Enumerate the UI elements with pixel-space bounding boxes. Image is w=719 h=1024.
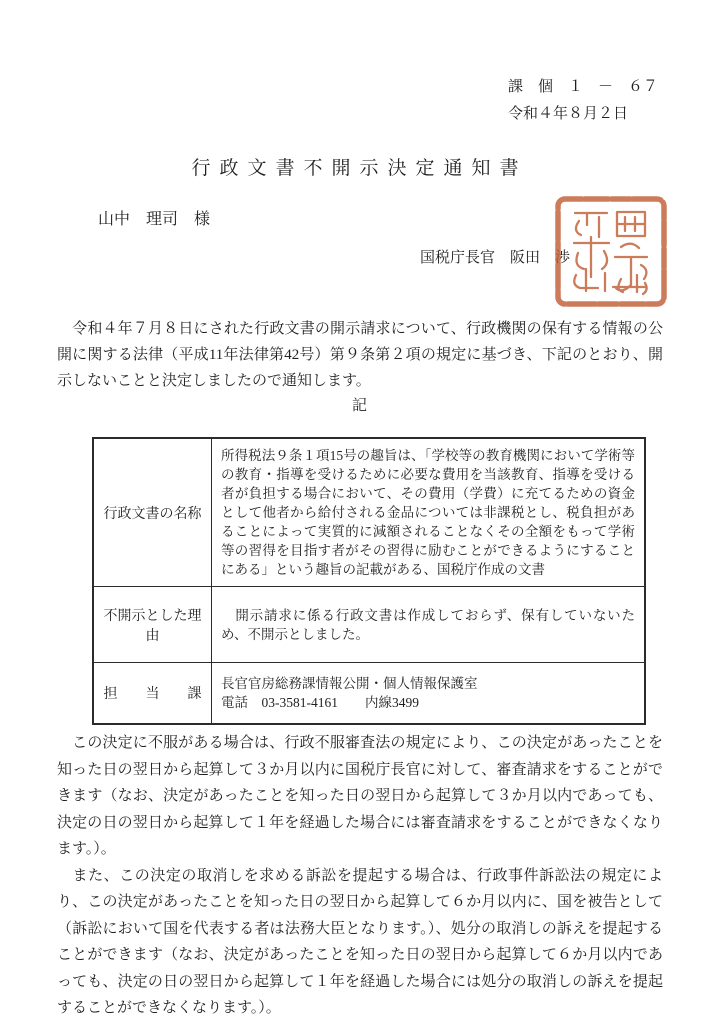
document-reference-block	[508, 74, 658, 128]
official-seal-stamp-icon	[551, 191, 671, 311]
appeal-paragraph-1: この決定に不服がある場合は、行政不服審査法の規定により、この決定があったことを知った日の翌日から起算して３か月以内に国税庁長官に対して、審査請求をすることができます（なお、決定があったことを知った日の翌日から起算して３か月以内であっても、決定の日の翌日から起算して１年を経過した場合には審査請求をすることができなくなります。）。	[57, 735, 663, 857]
intro-paragraph: 令和４年７月８日にされた行政文書の開示請求について、行政機関の保有する情報の公開に関する法律（平成11年法律第42号）第９条第２項の規定に基づき、下記のとおり、開示しないことと決定しましたので通知します。	[57, 321, 663, 389]
table-row-document-name	[94, 439, 644, 586]
row-value: 所得税法９条１項15号の趣旨は、「学校等の教育機関において学術等の教育・指導を受けるために必要な費用を当該教育、指導を受ける者が負担する場合において、その費用（学費）に充てるための資金として他者から給付される金品については非課税とし、税負担があることによって実質的に減額されることなくその全額をもって学術等の習得を目指す者がその習得に励むことができるようにすることにある」という趣旨の記載がある、国税庁作成の文書	[221, 448, 635, 577]
row-value	[212, 663, 644, 723]
record-marker: 記	[351, 398, 367, 414]
row-label: 行政文書の名称	[94, 439, 212, 586]
reference-number: 課 個 １ － ６７	[508, 79, 659, 95]
row-value: 開示請求に係る行政文書は作成しておらず、保有していないため、不開示としました。	[221, 607, 635, 642]
document-title: 行政文書不開示決定通知書	[191, 158, 528, 179]
row-label: 不開示とした理由	[94, 587, 212, 662]
addressee-name: 山中 理司 様	[98, 211, 211, 228]
row-label: 担 当 課	[94, 663, 212, 723]
issuer-line: 国税庁長官 阪田 渉	[420, 250, 571, 266]
phone-line: 電話 03-3581-4161 内線3499	[221, 695, 419, 710]
table-row-section-in-charge	[94, 662, 644, 723]
issue-date: 令和４年８月２日	[508, 106, 629, 122]
appeal-paragraph-2: また、この決定の取消しを求める訴訟を提起する場合は、行政事件訴訟法の規定により、この決定があったことを知った日の翌日から起算して６か月以内に、国を被告として（訴訟において国を代表する者は法務大臣となります。）、処分の取消しの訴えを提起することができます（なお、決定があったことを知った日の翌日から起算して６か月以内であっても、決定の日の翌日から起算して１年を経過した場合には処分の取消しの訴えを提起することができなくなります。）。	[57, 867, 663, 1016]
section-name: 長官官房総務課情報公開・個人情報保護室	[221, 676, 478, 691]
table-row-reason	[94, 586, 644, 662]
appeal-notes	[57, 730, 663, 1022]
decision-table	[92, 437, 646, 725]
